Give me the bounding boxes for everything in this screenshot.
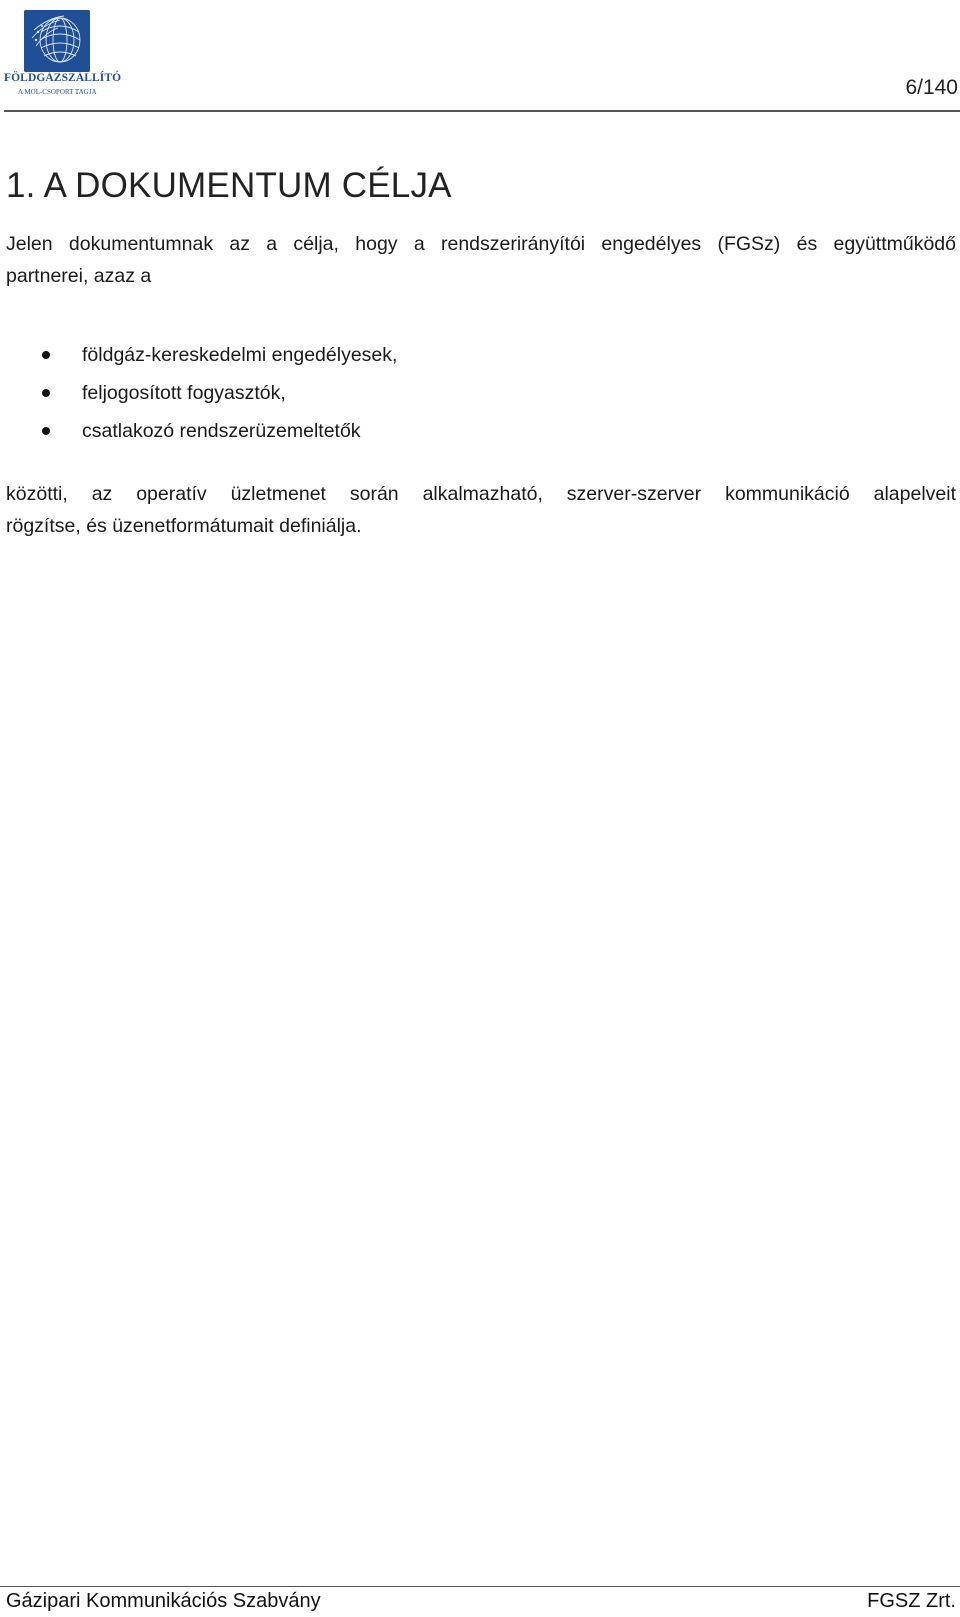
page-header <box>0 0 960 112</box>
list-item <box>40 412 920 450</box>
intro-paragraph <box>6 228 956 292</box>
bullet-icon <box>42 351 50 359</box>
list-item-text: földgáz-kereskedelmi engedélyesek, <box>82 344 398 366</box>
section-number: 1. <box>6 166 36 205</box>
company-logo <box>4 8 122 100</box>
page-number: 6/140 <box>905 76 958 99</box>
logo-subtitle: A MOL-CSOPORT TAGJA <box>18 88 97 96</box>
closing-line: rögzítse, és üzenetformátumait definiálja. <box>6 515 362 537</box>
bullet-icon <box>42 389 50 397</box>
list-item <box>40 374 920 412</box>
section-heading <box>6 166 452 206</box>
header-divider <box>4 110 960 112</box>
list-item-text: csatlakozó rendszerüzemeltetők <box>82 420 361 442</box>
globe-logo-icon <box>24 10 90 72</box>
intro-line: partnerei, azaz a <box>6 265 152 287</box>
footer-document-title: Gázipari Kommunikációs Szabvány <box>6 1590 321 1612</box>
logo-company-name: FÖLDGÁZSZÁLLÍTÓ <box>4 72 122 84</box>
closing-line: közötti, az operatív üzletmenet során alkalmazható, szerver-szerver kommunikáció alapelveit <box>6 483 956 505</box>
list-item <box>40 336 920 374</box>
footer-divider <box>0 1586 960 1587</box>
intro-line: Jelen dokumentumnak az a célja, hogy a rendszerirányítói engedélyes (FGSz) és együttműködő <box>6 233 956 255</box>
bullet-icon <box>42 427 50 435</box>
footer-company: FGSZ Zrt. <box>867 1590 956 1612</box>
list-item-text: feljogosított fogyasztók, <box>82 382 286 404</box>
section-title: A DOKUMENTUM CÉLJA <box>43 166 452 205</box>
partner-list <box>40 336 920 450</box>
closing-paragraph <box>6 478 956 542</box>
